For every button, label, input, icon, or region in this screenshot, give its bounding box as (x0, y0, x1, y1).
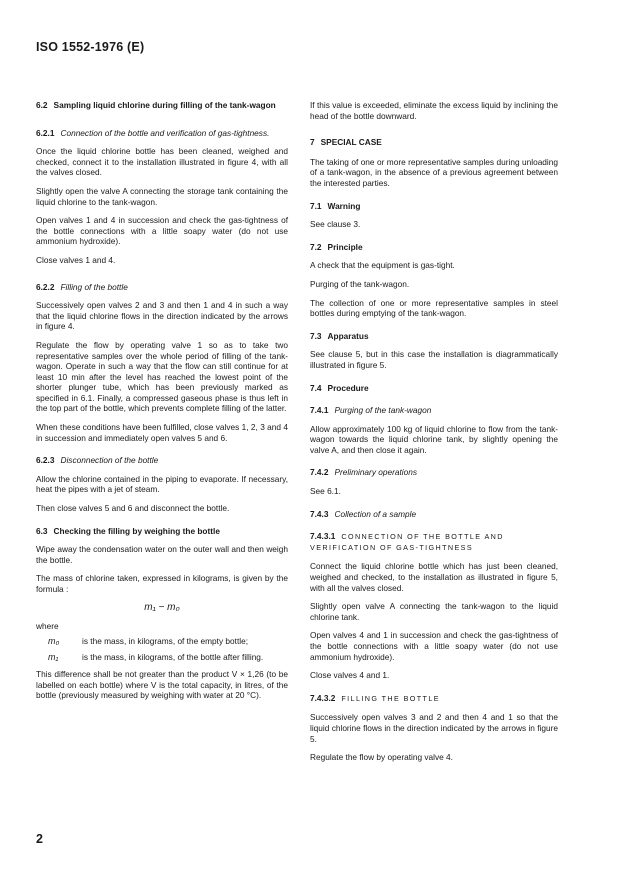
paragraph: When these conditions have been fulfilled, close valves 1, 2, 3 and 4 in succession and immediately open valves 5 and 6. (36, 422, 288, 443)
paragraph: Allow approximately 100 kg of liquid chlorine to flow from the tank-wagon towards the liquid chlorine tank, by slightly opening the valve A, and then close it again. (310, 423, 558, 455)
definition-symbol: m₁ (48, 652, 59, 663)
section-number: 6.2 (36, 100, 48, 110)
section-number: 7.4.1 (310, 405, 329, 416)
paragraph: Open valves 4 and 1 in succession and check the gas-tightness of the bottle connections with a little soapy water (do not use ammonium hydroxide). (310, 630, 558, 662)
section-number: 7.4 (310, 382, 322, 393)
paragraph: See clause 3. (310, 219, 361, 230)
page-number: 2 (36, 832, 43, 846)
paragraph: Close valves 1 and 4. (36, 254, 116, 265)
section-title: Principle (327, 241, 363, 252)
section-number: 7.4.2 (310, 467, 329, 478)
section-title: FILLING THE BOTTLE (341, 693, 440, 703)
section-6-2-2-heading (36, 282, 288, 293)
paragraph: The taking of one or more representative samples during unloading of a tank-wagon, in the absence of a previous agreement between the interested parties. (310, 156, 558, 188)
section-title: Connection of the bottle and verification of gas-tightness. (60, 127, 270, 138)
section-6-3-heading (36, 526, 288, 537)
section-title: Apparatus (327, 330, 369, 341)
section-6-2-3-heading (36, 455, 288, 466)
paragraph: Open valves 1 and 4 in succession and check the gas-tightness of the bottle connections with a little soapy water (do not use ammonium hydroxide). (36, 215, 288, 247)
paragraph: Then close valves 5 and 6 and disconnect the bottle. (36, 503, 230, 514)
paragraph: Successively open valves 2 and 3 and then 1 and 4 in such a way that the liquid chlorine flows in the direction indicated by the arrows in figure 4. (36, 300, 288, 332)
paragraph: See 6.1. (310, 486, 341, 497)
paragraph: Slightly open valve A connecting the tank-wagon to the liquid chlorine tank. (310, 601, 558, 622)
section-7-4-3-1-heading (310, 531, 558, 553)
section-number: 7.4.3 (310, 508, 329, 519)
left-column (36, 100, 288, 709)
section-7-4-2-heading (310, 467, 558, 478)
section-title: Disconnection of the bottle (60, 455, 159, 466)
section-7-4-3-2-heading (310, 693, 558, 705)
section-6-2-heading (36, 100, 288, 111)
paragraph: Regulate the flow by operating valve 4. (310, 752, 453, 763)
section-title: SPECIAL CASE (320, 137, 382, 148)
section-7-heading (310, 137, 558, 148)
section-7-2-heading (310, 242, 558, 253)
paragraph: Regulate the flow by operating valve 1 so as to take two representative samples over the whole period of filling of the tank-wagon. Operate in such a way that the flow can still continue for at least 10 min after the level has reached the lowest point of the shorter plunger tube, which has been previously marked as specified in 6.1. Finally, a compressed gaseous phase is thus left in the top part of the bottle, which prevents complete filling of the latter. (36, 339, 288, 414)
section-7-4-1-heading (310, 405, 558, 416)
section-title: Procedure (327, 382, 369, 393)
section-number: 7.3 (310, 330, 322, 341)
section-number: 7.1 (310, 200, 322, 211)
section-7-3-heading (310, 331, 558, 342)
paragraph: Connect the liquid chlorine bottle which has just been cleaned, weighed and checked, to the installation as illustrated in figure 5, with all the valves closed. (310, 561, 558, 593)
section-title: Preliminary operations (334, 467, 418, 478)
section-title: Warning (327, 200, 361, 211)
section-number: 6.2.3 (36, 455, 55, 466)
mass-formula: m₁ − m₀ (144, 601, 180, 613)
section-number: 6.2.1 (36, 127, 55, 138)
section-number: 7.4.3.1 (310, 531, 336, 542)
definition-row (36, 652, 288, 663)
section-number: 7.2 (310, 241, 322, 252)
paragraph: The mass of chlorine taken, expressed in kilograms, is given by the formula : (36, 573, 288, 594)
section-title: Checking the filling by weighing the bottle (53, 525, 220, 536)
paragraph: This difference shall be not greater than the product V × 1,26 (to be labelled on each bottle) where V is the total capacity, in litres, of the bottle (previously measured by weighing with water at 20 °C). (36, 668, 288, 701)
paragraph: If this value is exceeded, eliminate the excess liquid by inclining the head of the bottle downward. (310, 100, 558, 121)
paragraph: See clause 5, but in this case the installation is diagrammatically illustrated in figure 5. (310, 349, 558, 370)
section-number: 7.4.3.2 (310, 692, 336, 703)
section-number: 6.3 (36, 525, 48, 536)
section-number: 6.2.2 (36, 281, 55, 292)
section-7-4-3-heading (310, 509, 558, 520)
section-7-4-heading (310, 383, 558, 394)
paragraph: Wipe away the condensation water on the outer wall and then weigh the bottle. (36, 544, 288, 565)
definition-text: is the mass, in kilograms, of the empty bottle; (82, 635, 249, 646)
section-title: CONNECTION OF THE BOTTLE AND VERIFICATION OF GAS-TIGHTNESS (310, 532, 504, 552)
section-title: Collection of a sample (334, 508, 417, 519)
paragraph: Successively open valves 3 and 2 and then 4 and 1 so that the liquid chlorine flows in the direction indicated by the arrows in figure 5. (310, 712, 558, 744)
definition-row (36, 636, 288, 647)
section-title: Filling of the bottle (60, 281, 128, 292)
paragraph: Allow the chlorine contained in the piping to evaporate. If necessary, heat the pipes with a jet of steam. (36, 473, 288, 495)
section-7-1-heading (310, 201, 558, 212)
section-6-2-1-heading (36, 128, 288, 139)
right-column (310, 100, 558, 771)
paragraph: Slightly open the valve A connecting the storage tank containing the liquid chlorine to the tank-wagon. (36, 185, 288, 207)
where-label: where (36, 621, 59, 632)
paragraph: Close valves 4 and 1. (310, 670, 390, 681)
paragraph: The collection of one or more representative samples in steel bottles during emptying of the tank-wagon. (310, 297, 558, 319)
paragraph: A check that the equipment is gas-tight. (310, 260, 455, 271)
section-title: Sampling liquid chlorine during filling of the tank-wagon (53, 100, 276, 110)
paragraph: Once the liquid chlorine bottle has been cleaned, weighed and checked, connect it to the installation illustrated in figure 4, with all the valves closed. (36, 146, 288, 178)
section-number: 7 (310, 137, 315, 148)
definition-text: is the mass, in kilograms, of the bottle after filling. (82, 652, 264, 663)
paragraph: Purging of the tank-wagon. (310, 278, 410, 289)
document-header: ISO 1552-1976 (E) (36, 40, 145, 54)
section-title: Purging of the tank-wagon (334, 405, 432, 416)
definition-symbol: m₀ (48, 635, 60, 646)
